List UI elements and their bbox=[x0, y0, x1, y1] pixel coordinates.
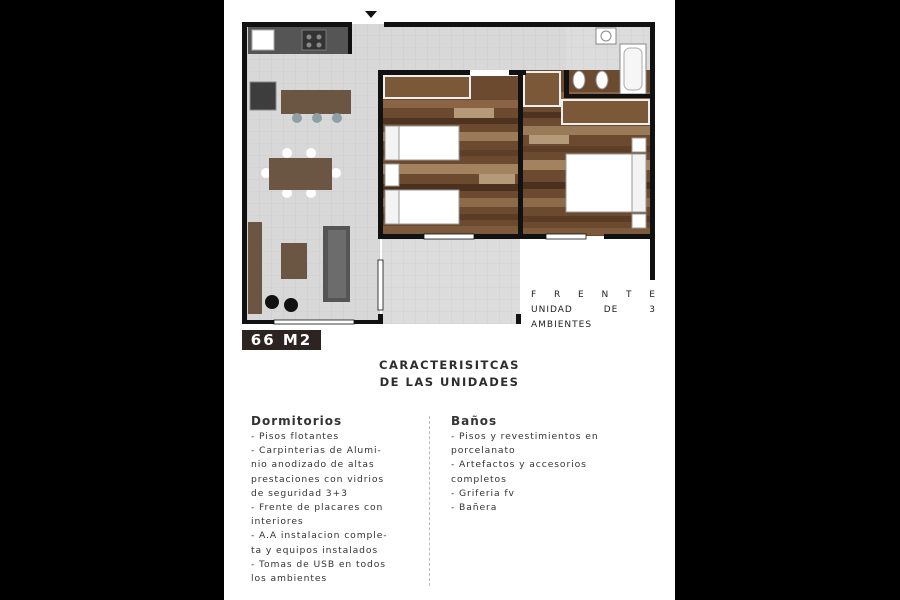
feature-line: - Carpinterias de Alumi- bbox=[251, 445, 382, 457]
balcony-floor bbox=[382, 238, 520, 324]
feature-line: los ambientes bbox=[251, 573, 328, 585]
section-title: DE LAS UNIDADES bbox=[379, 375, 520, 389]
feature-line: ta y equipos instalados bbox=[251, 544, 379, 556]
feature-line: completos bbox=[451, 473, 507, 485]
feature-line: - A.A instalacion comple- bbox=[251, 530, 388, 542]
orientation-label bbox=[531, 288, 656, 333]
feature-line: - Griferia fv bbox=[451, 487, 515, 499]
feature-line: de seguridad 3+3 bbox=[251, 487, 348, 499]
orientation-line: UNIDAD DE 3 bbox=[531, 305, 656, 315]
feature-line: - Bañera bbox=[451, 502, 498, 514]
feature-line: - Tomas de USB en todos bbox=[251, 558, 386, 570]
feature-line: nio anodizado de altas bbox=[251, 459, 375, 471]
dormitorios-heading: Dormitorios bbox=[251, 414, 343, 428]
orientation-line: AMBIENTES bbox=[531, 320, 593, 330]
area-badge: 66 M2 bbox=[242, 330, 321, 350]
entrance-arrow-icon bbox=[365, 11, 377, 18]
feature-line: interiores bbox=[251, 516, 304, 528]
feature-line: - Artefactos y accesorios bbox=[451, 459, 587, 471]
floor-plan bbox=[224, 0, 675, 330]
closet-2 bbox=[562, 100, 649, 124]
feature-line: porcelanato bbox=[451, 445, 516, 457]
feature-line: - Pisos flotantes bbox=[251, 431, 340, 442]
closet-1 bbox=[384, 76, 470, 98]
column-divider bbox=[429, 416, 430, 586]
feature-line: - Pisos y revestimientos en bbox=[451, 431, 599, 442]
closet-3 bbox=[524, 72, 560, 106]
orientation-line: F R E N T E bbox=[531, 290, 656, 300]
feature-line: - Frente de placares con bbox=[251, 502, 384, 514]
banos-heading: Baños bbox=[451, 414, 498, 428]
banos-column bbox=[451, 414, 599, 515]
section-title: CARACTERISITCAS bbox=[379, 358, 520, 372]
dormitorios-column bbox=[251, 414, 388, 586]
feature-line: prestaciones con vidrios bbox=[251, 473, 385, 485]
brochure-sheet bbox=[224, 0, 675, 600]
